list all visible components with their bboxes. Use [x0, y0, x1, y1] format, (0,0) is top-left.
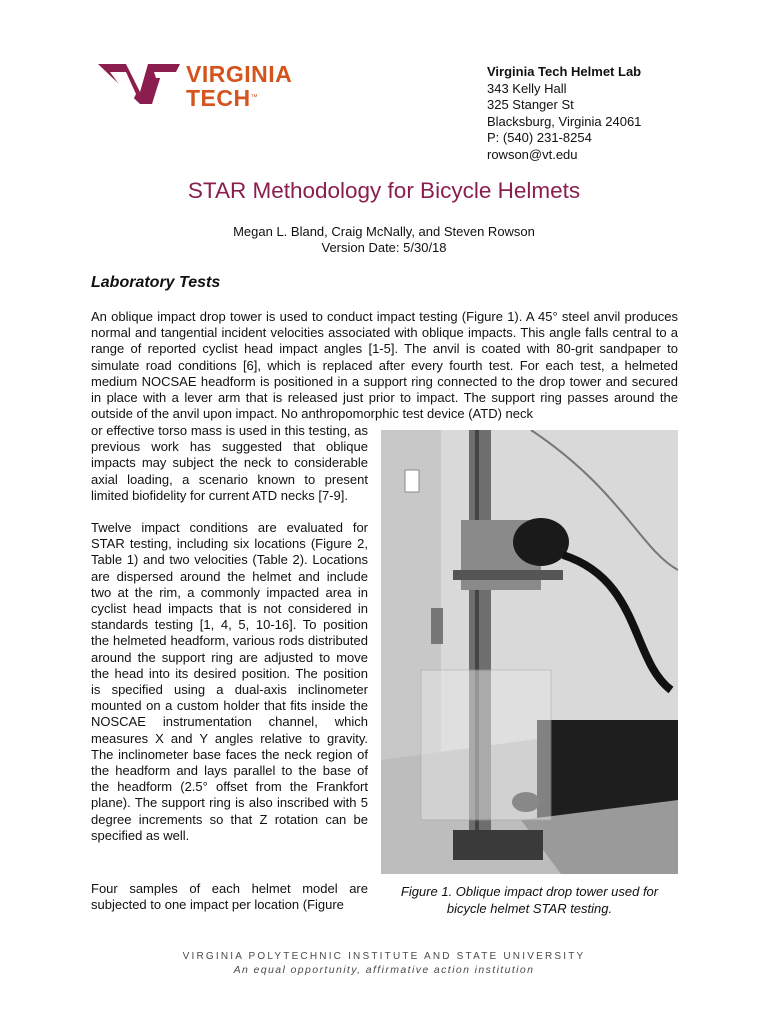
authors-block	[0, 224, 768, 256]
logo-wordmark	[186, 62, 292, 110]
vt-logo	[96, 58, 316, 110]
logo-line1: VIRGINIA	[186, 61, 293, 87]
paragraph-3: Four samples of each helmet model are subjected to one impact per location (Figure	[91, 881, 368, 913]
figure-1-caption: Figure 1. Oblique impact drop tower used for bicycle helmet STAR testing.	[400, 884, 659, 916]
version-date: Version Date: 5/30/18	[321, 240, 447, 255]
address-line1: 343 Kelly Hall	[487, 80, 567, 96]
paragraph-1a: An oblique impact drop tower is used to conduct impact testing (Figure 1). A 45° steel anvil produces normal and tangential incident velocities associated with oblique impacts. This angle falls central to a range of reported cyclist head impact angles [1-5]. The anvil is coated with 80-grit sandpaper to simulate road conditions [6], which is replaced after every fourth test. For each test, a helmeted medium NOCSAE headform is positioned in a support ring connected to the drop tower and secured in place with a lever arm that is released just prior to impact. The support ring passes around the outside of the anvil upon impact. No anthropomorphic test device (ATD) neck	[91, 309, 678, 422]
paragraph-1b: or effective torso mass is used in this testing, as previous work has suggested that oblique impacts may subject the neck to considerable axial loading, a scenario known to present limited biofidelity for current ATD necks [7-9].	[91, 423, 368, 503]
footer-tagline: An equal opportunity, affirmative action institution	[233, 964, 535, 976]
vt-logo-mark	[96, 58, 182, 106]
phone: P: (540) 231-8254	[487, 130, 592, 145]
lab-address	[487, 64, 641, 163]
address-line2: 325 Stanger St	[487, 97, 574, 112]
figure-1-photo	[381, 430, 678, 874]
footer-institution: VIRGINIA POLYTECHNIC INSTITUTE AND STATE UNIVERSITY	[182, 951, 586, 962]
lab-name: Virginia Tech Helmet Lab	[487, 64, 642, 79]
document-title: STAR Methodology for Bicycle Helmets	[187, 178, 581, 203]
logo-tm: ™	[250, 94, 259, 101]
section-heading: Laboratory Tests	[91, 274, 221, 291]
paragraph-2: Twelve impact conditions are evaluated for STAR testing, including six locations (Figure 2, Table 1) and two velocities (Table 2). Locations are dispersed around the helmet and include two at the rim, a commonly impacted area in cyclist head impacts that is not considered in standards testing [1, 4, 5, 10-16]. To position the helmeted headform, various rods distributed around the support ring are adjusted to move the head into its desired position. The position is specified using a dual-axis inclinometer mounted on a custom holder that fits inside the NOSCAE instrumentation channel, which measures X and Y angles relative to gravity. The inclinometer base faces the neck region of the headform and lays parallel to the base of the headform (2.5° offset from the Frankfort plane). The support ring is also inscribed with 5 degree increments so that Z rotation can be specified as well.	[91, 520, 368, 843]
authors: Megan L. Bland, Craig McNally, and Steven Rowson	[233, 224, 535, 239]
logo-line2: TECH	[186, 85, 251, 111]
address-line3: Blacksburg, Virginia 24061	[487, 113, 642, 129]
email-link[interactable]: rowson@vt.edu	[487, 146, 578, 162]
